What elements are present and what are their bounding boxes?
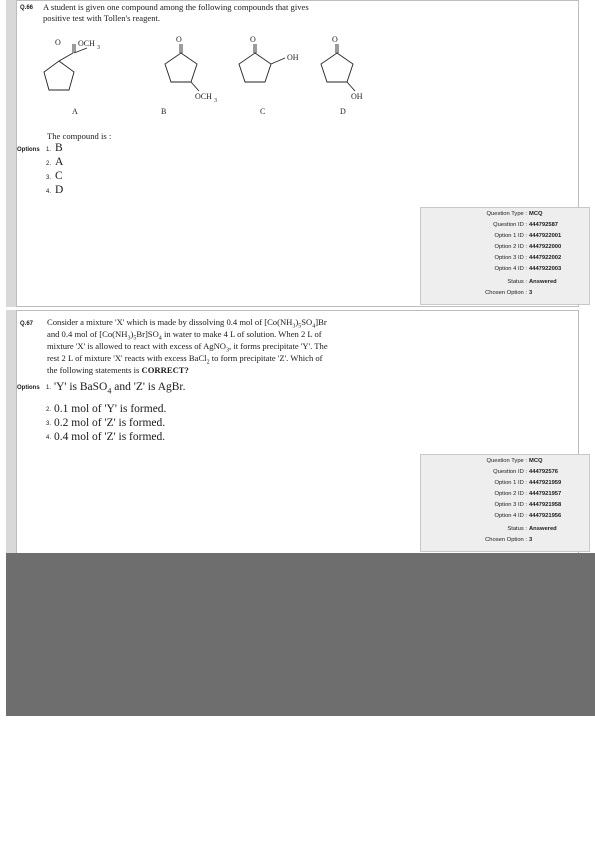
options-label: Options	[17, 385, 40, 391]
question-meta-box	[420, 454, 590, 552]
option-number: 1.	[46, 147, 52, 153]
question-66-card	[16, 0, 579, 307]
option-number: 4.	[46, 435, 52, 441]
option-number: 3.	[46, 175, 52, 181]
meta-key: Chosen Option :	[485, 290, 527, 296]
question-text-line: mixture 'X' is allowed to react with excess of AgNO$_3$, it forms precipitate 'Y'. The	[47, 341, 328, 354]
meta-value: 444792587	[529, 222, 559, 228]
meta-value: 4447921958	[529, 502, 562, 508]
question-text-line: positive test with Tollen's reagent.	[43, 13, 161, 23]
option-2-text: A	[55, 156, 64, 168]
question-number: Q.67	[20, 321, 34, 327]
option-number: 2.	[46, 161, 52, 167]
meta-key: Question ID :	[493, 469, 527, 475]
question-text-line: rest 2 L of mixture 'X' reacts with excess BaCl$_2$ to form precipitate 'Z'. Which of	[47, 353, 323, 366]
question-number: Q.66	[20, 5, 34, 11]
option-4-text: D	[55, 184, 64, 196]
meta-key: Status :	[507, 279, 527, 285]
question-text-line: Consider a mixture 'X' which is made by dissolving 0.4 mol of $[Co(NH_3)_5SO_4]Br$	[47, 317, 327, 330]
meta-key: Option 2 ID :	[494, 491, 527, 497]
meta-value: 3	[529, 537, 533, 543]
ring-c	[239, 53, 271, 82]
meta-key: Question ID :	[493, 222, 527, 228]
option-4-text: 0.4 mol of 'Z' is formed.	[54, 431, 166, 443]
label-oh: OH	[351, 92, 363, 101]
label-o: O	[176, 35, 182, 44]
meta-key: Option 2 ID :	[494, 244, 527, 250]
question-prompt: The compound is :	[47, 131, 112, 141]
option-number: 4.	[46, 189, 52, 195]
question-67-panel	[6, 310, 579, 554]
meta-value: MCQ	[529, 211, 543, 217]
meta-value: 3	[529, 290, 533, 296]
question-67-card	[16, 310, 579, 554]
meta-value: 4447921956	[529, 513, 562, 519]
meta-key: Option 1 ID :	[494, 233, 527, 239]
label-och3-sub: 3	[214, 98, 217, 104]
meta-key: Option 3 ID :	[494, 502, 527, 508]
meta-value: 444792576	[529, 469, 559, 475]
ring-a	[44, 61, 74, 90]
compound-letter-a: A	[72, 107, 78, 116]
option-3-text: C	[55, 170, 63, 182]
empty-grey-area	[6, 553, 595, 716]
option-2-text: 0.1 mol of 'Y' is formed.	[54, 403, 167, 415]
meta-key: Option 4 ID :	[494, 513, 527, 519]
meta-key: Question Type :	[486, 211, 527, 217]
compound-letter-d: D	[340, 107, 346, 116]
question-66-panel	[6, 0, 579, 307]
meta-value: 4447922003	[529, 266, 562, 272]
label-och3-sub: 3	[97, 45, 100, 51]
ring-d	[321, 53, 353, 82]
meta-value: MCQ	[529, 458, 543, 464]
label-och3: OCH	[78, 39, 95, 48]
ring-b	[165, 53, 197, 82]
label-o: O	[250, 35, 256, 44]
meta-value: Answered	[529, 279, 557, 285]
meta-key: Chosen Option :	[485, 537, 527, 543]
meta-value: 4447921959	[529, 480, 562, 486]
compound-letter-c: C	[260, 107, 266, 116]
meta-key: Status :	[507, 526, 527, 532]
meta-key: Option 4 ID :	[494, 266, 527, 272]
compound-letter-b: B	[161, 107, 167, 116]
option-3-text: 0.2 mol of 'Z' is formed.	[54, 417, 166, 429]
label-oh: OH	[287, 53, 299, 62]
question-meta-box	[420, 207, 590, 305]
meta-value: Answered	[529, 526, 557, 532]
meta-key: Option 3 ID :	[494, 255, 527, 261]
meta-key: Option 1 ID :	[494, 480, 527, 486]
question-text-line: and 0.4 mol of $[Co(NH_3)_5Br]SO_4$ in water to make 4 L of solution. When 2 L of	[47, 329, 322, 342]
option-number: 1.	[46, 385, 52, 391]
label-o: O	[332, 35, 338, 44]
chemical-structures	[17, 31, 417, 121]
option-number: 3.	[46, 421, 52, 427]
question-text-line: A student is given one compound among the following compounds that gives	[43, 2, 309, 12]
meta-value: 4447922002	[529, 255, 562, 261]
question-text-line: the following statements is CORRECT?	[47, 365, 189, 375]
meta-value: 4447921957	[529, 491, 562, 497]
meta-value: 4447922001	[529, 233, 562, 239]
label-och3: OCH	[195, 92, 212, 101]
option-number: 2.	[46, 407, 52, 413]
label-o: O	[55, 38, 61, 47]
meta-value: 4447922000	[529, 244, 562, 250]
options-label: Options	[17, 147, 40, 153]
meta-key: Question Type :	[486, 458, 527, 464]
option-1-text: B	[55, 142, 63, 154]
option-1-text: 'Y' is BaSO$_4$ and 'Z' is AgBr.	[54, 381, 186, 396]
